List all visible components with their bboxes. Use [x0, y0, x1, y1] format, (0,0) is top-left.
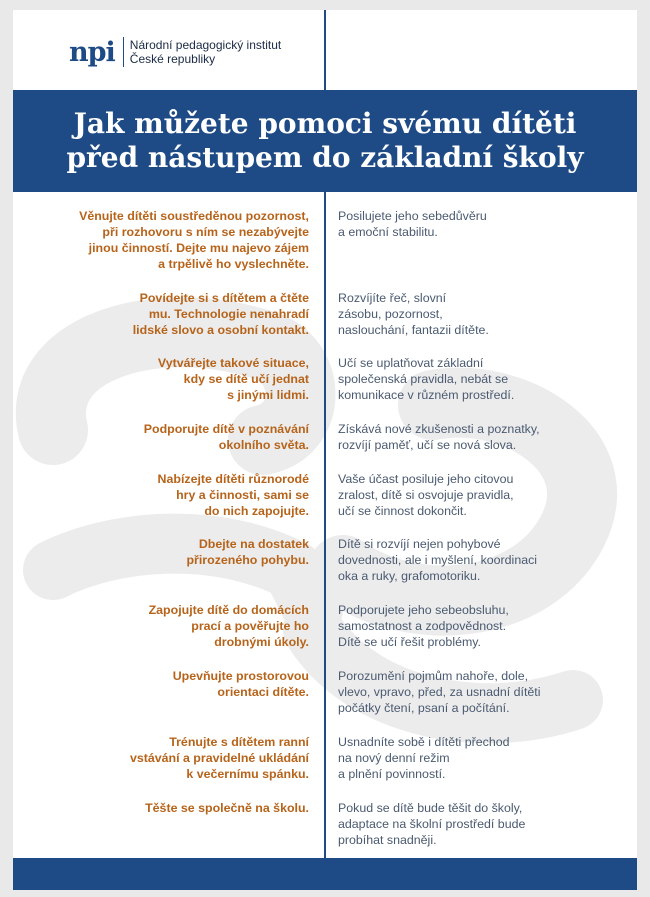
tip-benefit-line: Usnadníte sobě i dítěti přechod: [338, 735, 510, 749]
tip-benefit: [338, 536, 588, 584]
tip-advice-line: prací a pověřujte ho: [191, 619, 309, 633]
tip-benefit-line: Získává nové zkušenosti a poznatky,: [338, 422, 540, 436]
logo-line-2: České republiky: [129, 52, 216, 66]
logo-mark: npi: [69, 36, 115, 68]
tip-advice: [39, 421, 309, 453]
tip-benefit: [338, 208, 588, 240]
tip-advice-line: Věnujte dítěti soustředěnou pozornost,: [79, 209, 309, 223]
tip-advice: [39, 602, 309, 650]
tip-benefit-line: společenská pravidla, nebát se: [338, 372, 509, 386]
tip-benefit-line: komunikace v různém prostředí.: [338, 388, 515, 402]
tip-advice-line: do nich zapojujte.: [204, 504, 309, 518]
tip-advice: [39, 668, 309, 700]
tip-advice-line: přirozeného pohybu.: [186, 553, 309, 567]
tip-benefit-line: Podporujete jeho sebeobsluhu,: [338, 603, 509, 617]
tip-benefit: [338, 668, 588, 716]
tip-benefit-line: Porozumění pojmům nahoře, dole,: [338, 669, 529, 683]
tip-benefit-line: Pokud se dítě bude těšit do školy,: [338, 801, 523, 815]
tip-benefit: [338, 800, 588, 848]
tip-benefit: [338, 602, 588, 650]
tip-advice-line: hry a činnosti, sami se: [176, 488, 309, 502]
tip-advice-line: Podporujte dítě v poznávání: [143, 422, 309, 436]
tip-benefit-line: vlevo, vpravo, před, za usnadní dítěti: [338, 685, 541, 699]
tip-advice: [39, 290, 309, 338]
tip-advice-line: lidské slovo a osobní kontakt.: [132, 323, 309, 337]
tip-benefit: [338, 355, 588, 403]
tip-advice: [39, 734, 309, 782]
tip-advice-line: Upevňujte prostorovou: [172, 669, 309, 683]
tip-advice-line: Těšte se společně na školu.: [145, 801, 309, 815]
tip-advice-line: Vytvářejte takové situace,: [157, 356, 309, 370]
tip-benefit-line: dovednosti, ale i myšlení, koordinaci: [338, 553, 538, 567]
tip-benefit-line: učí se činnost dokončit.: [338, 504, 467, 518]
tip-benefit-line: zásobu, pozornost,: [338, 307, 443, 321]
logo-text: [130, 38, 281, 66]
tip-advice: [39, 208, 309, 272]
tip-benefit-line: Dítě se učí řešit problémy.: [338, 635, 481, 649]
tip-benefit-line: Dítě si rozvíjí nejen pohybové: [338, 537, 501, 551]
tip-advice-line: při rozhovoru s ním se nezabývejte: [102, 225, 309, 239]
logo-line-1: Národní pedagogický institut: [129, 38, 282, 52]
tip-advice-line: k večernímu spánku.: [186, 767, 309, 781]
tip-benefit-line: samostatnost a zodpovědnost.: [338, 619, 507, 633]
tip-benefit-line: na nový denní režim: [338, 751, 450, 765]
title-line-2: před nástupem do základní školy: [66, 141, 584, 174]
tip-benefit-line: adaptace na školní prostředí bude: [338, 817, 526, 831]
tip-advice-line: Nabízejte dítěti různorodé: [157, 472, 309, 486]
tip-advice-line: vstávání a pravidelné ukládání: [129, 751, 309, 765]
tip-benefit-line: počátky čtení, psaní a počítání.: [338, 701, 510, 715]
tip-advice-line: mu. Technologie nenahradí: [148, 307, 309, 321]
tip-advice-line: kdy se dítě učí jednat: [183, 372, 309, 386]
logo: [69, 37, 281, 67]
tip-benefit-line: Rozvíjíte řeč, slovní: [338, 291, 447, 305]
tip-advice: [39, 355, 309, 403]
tip-benefit-line: probíhat snadněji.: [338, 833, 437, 847]
tip-advice-line: Trénujte s dítětem ranní: [169, 735, 309, 749]
tip-advice-line: orientaci dítěte.: [217, 685, 309, 699]
footer-bar: [13, 858, 637, 890]
tip-benefit-line: rozvíjí paměť, učí se nová slova.: [338, 438, 517, 452]
title-banner: [13, 90, 637, 192]
tip-benefit-line: a plnění povinností.: [338, 767, 446, 781]
tip-advice: [39, 536, 309, 568]
tip-benefit: [338, 421, 588, 453]
tip-benefit: [338, 734, 588, 782]
logo-separator: [123, 37, 124, 67]
tip-advice: [39, 471, 309, 519]
tip-advice-line: okolního světa.: [218, 438, 309, 452]
tip-benefit-line: Vaše účast posiluje jeho citovou: [338, 472, 514, 486]
poster: [13, 10, 637, 890]
title-line-1: Jak můžete pomoci svému dítěti: [73, 107, 577, 140]
tip-advice-line: s jinými lidmi.: [227, 388, 309, 402]
tip-advice-line: Dbejte na dostatek: [198, 537, 309, 551]
tip-advice-line: a trpělivě ho vyslechněte.: [158, 257, 309, 271]
tip-benefit: [338, 471, 588, 519]
tip-advice: [39, 800, 309, 816]
tip-benefit: [338, 290, 588, 338]
tip-advice-line: Zapojujte dítě do domácích: [148, 603, 309, 617]
tip-benefit-line: Učí se uplatňovat základní: [338, 356, 484, 370]
tip-benefit-line: a emoční stabilitu.: [338, 225, 438, 239]
tip-advice-line: Povídejte si s dítětem a čtěte: [139, 291, 309, 305]
tip-benefit-line: oka a ruky, grafomotoriku.: [338, 569, 481, 583]
tip-advice-line: jinou činností. Dejte mu najevo zájem: [88, 241, 309, 255]
tip-benefit-line: naslouchání, fantazii dítěte.: [338, 323, 489, 337]
tip-benefit-line: Posilujete jeho sebedůvěru: [338, 209, 487, 223]
tip-benefit-line: zralost, dítě si osvojuje pravidla,: [338, 488, 514, 502]
tip-advice-line: drobnými úkoly.: [214, 635, 309, 649]
